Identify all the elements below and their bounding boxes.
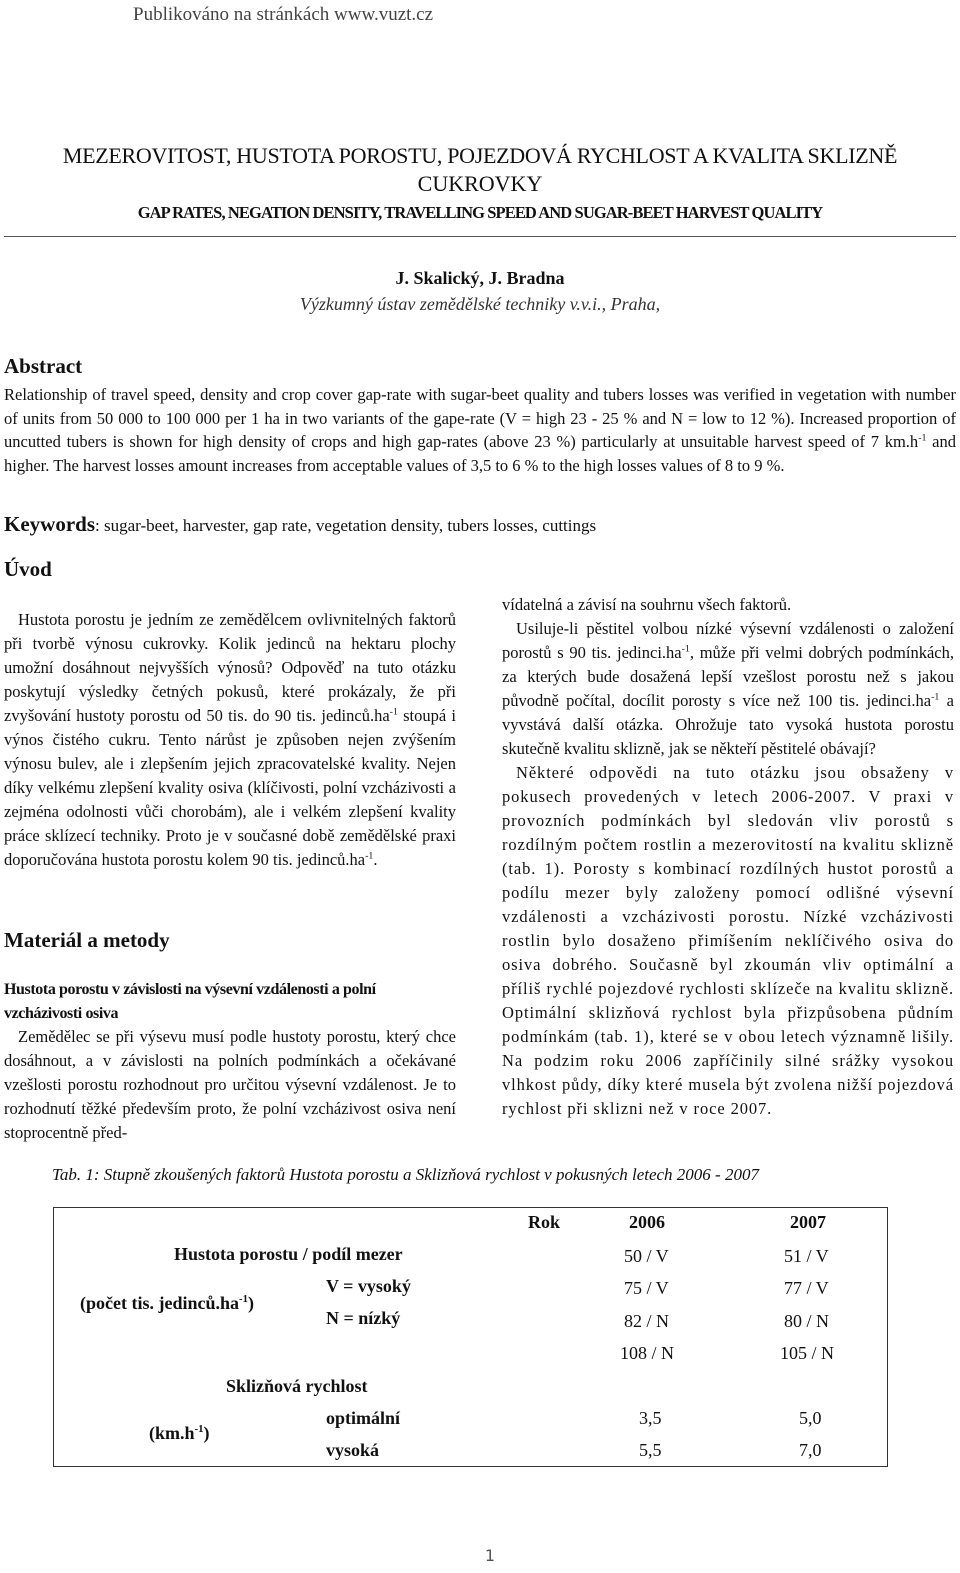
keywords-label: Keywords (4, 512, 95, 536)
materials-heading: Materiál a metody (4, 928, 170, 952)
speed-high-label: vysoká (326, 1440, 380, 1460)
uvod-paragraph: Hustota porostu je jedním ze zemědělcem ovlivnitelných faktorů při tvorbě výnosu cukrovky. Kolik jedinců na hektaru plochy umožní dosáhnout nejvyšších výnosů? Odpověď na tuto otázku poskytují výsledky četných pokusů, které prokázaly, že při zvyšování hustoty porostu od 50 tis. do 90 tis. $jedinců.ha^{-1}$ stoupá i výnos čistého cukru. Tento nárůst je způsoben nejen zvýšením výnosu bulev, ale i zlepšením jejich zpracovatelské kvality. Nejen díky velkému zlepšení kvality osiva (klíčivosti, polní vzcházivosti a zejména odolnosti vůči chorobám), ale i velkém zlepšení kvality práce sklízecí techniky. Proto je v současné době zemědělské praxi doporučována hustota porostu kolem 90 tis. $jedinců.ha^{-1}$. (4, 610, 456, 869)
site-header: Publikováno na stránkách www.vuzt.cz (133, 4, 434, 25)
density-2007-row-4: 105 / N (780, 1343, 834, 1363)
keywords-text: : sugar-beet, harvester, gap rate, vegetation density, tubers losses, cuttings (95, 516, 597, 535)
materials-subheading: Hustota porostu v závislosti na výsevní vzdálenosti a polní vzcházivosti osiva (4, 981, 376, 1022)
right-paragraph-0: vídatelná a závisí na souhrnu všech faktorů. (502, 595, 792, 614)
speed-title: Sklizňová rychlost (226, 1376, 368, 1396)
density-n-label: N = nízký (326, 1308, 401, 1328)
page-number: 1 (484, 1546, 496, 1565)
speed-optimal-2007: 5,0 (799, 1408, 822, 1428)
authors: J. Skalický, J. Bradna (395, 268, 565, 288)
data-table (53, 1207, 888, 1467)
density-2007-row-2: 77 / V (784, 1278, 829, 1298)
density-2007-row-1: 51 / V (784, 1246, 829, 1266)
density-2006-row-2: 75 / V (624, 1278, 669, 1298)
table-year-2006: 2006 (629, 1212, 665, 1232)
density-2007-row-3: 80 / N (784, 1311, 829, 1331)
table-year-2007: 2007 (790, 1212, 826, 1232)
density-2006-row-4: 108 / N (620, 1343, 674, 1363)
table-caption: Tab. 1: Stupně zkoušených faktorů Hustota porostu a Sklizňová rychlost v pokusných letech 2006 - 2007 (52, 1165, 759, 1184)
right-paragraph-1: Usiluje-li pěstitel volbou nízké výsevní vzdálenosti o založení porostů s 90 tis. $jedinci.ha^{-1}$, může při velmi dobrých podmínkách, za kterých bude dosažená lepší vzešlost porostu než s jakou původně počítal, docílit porosty s více než 100 tis. $jedinci.ha^{-1}$ a vyvstává další otázka. Ohrožuje tato vysoká hustota porostu skutečně kvalitu sklizně, jak se někteří pěstitelé obávají? (502, 619, 955, 758)
title-czech-line2: CUKROVKY (417, 171, 543, 196)
keywords (4, 512, 596, 537)
density-2006-row-1: 50 / V (624, 1246, 669, 1266)
speed-optimal-2006: 3,5 (639, 1408, 662, 1428)
abstract-heading: Abstract (4, 354, 83, 378)
right-column-text (502, 593, 954, 1121)
right-paragraph-2: Některé odpovědi na tuto otázku jsou obsaženy v pokusech provedených v letech 2006-2007. V praxi v provozních podmínkách byl sledován vliv porostů s rozdílným počtem rostlin a mezerovitostí na kvalitu sklizně (tab. 1). Porosty s kombinací rozdílných hustot porostů a podílu mezer byly založeny pomocí odlišné výsevní vzdálenosti a vzcházivosti porostu. Nízké vzcházivosti rostlin bylo dosaženo přimíšením neklíčivého osiva do osiva dobrého. Současně byl zkoumán vliv optimální a příliš rychlé pojezdové rychlosti sklízeče na kvalitu sklizně. Optimální sklizňová rychlost byla přizpůsobena půdním podmínkám (tab. 1), které se v obou letech významně lišily. Na podzim roku 2006 zapříčinily silné srážky vysokou vlhkost půdy, díky které musela být zvolena nižší pojezdová rychlost při sklizni než v roce 2007. (502, 763, 954, 1118)
speed-high-2006: 5,5 (639, 1440, 662, 1460)
density-title: Hustota porostu / podíl mezer (174, 1244, 403, 1264)
density-unit: (počet tis. $jedinců.ha^{-1}$) (80, 1293, 254, 1313)
materials-paragraph: Zemědělec se při výsevu musí podle hustoty porostu, který chce dosáhnout, a v závislosti na polních podmínkách a očekávané vzešlosti porostu rozhodnout pro určitou výsevní vzdálenost. Je to rozhodnutí těžké především proto, že polní vzcházivost osiva není stoprocentně před- (4, 1027, 456, 1142)
density-2006-row-3: 82 / N (624, 1311, 669, 1331)
affiliation: Výzkumný ústav zemědělské techniky v.v.i., Praha, (299, 294, 661, 314)
speed-optimal-label: optimální (326, 1408, 401, 1428)
speed-unit: $(km.h^{-1})$ (149, 1423, 210, 1443)
speed-high-2007: 7,0 (799, 1440, 822, 1460)
abstract-text: Relationship of travel speed, density and crop cover gap-rate with sugar-beet quality and tubers losses was verified in vegetation with number of units from 50 000 to 100 000 per 1 ha in two variants of the gape-rate (V = high 23 - 25 % and N = low to 12 %). Increased proportion of uncutted tubers is shown for high density of crops and high gap-rates (above 23 %) particularly at unsuitable harvest speed of 7 $km.h^{-1}$ and higher. The harvest losses amount increases from acceptable values of 3,5 to 6 % to the high losses values of 8 to 9 %. (4, 385, 956, 475)
uvod-heading: Úvod (4, 557, 52, 581)
title-czech-line1: MEZEROVITOST, HUSTOTA POROSTU, POJEZDOVÁ RYCHLOST A KVALITA SKLIZNĚ (62, 143, 898, 168)
table-year-label: Rok (528, 1212, 561, 1232)
title-rule (4, 236, 956, 237)
title-english: GAP RATES, NEGATION DENSITY, TRAVELLING SPEED AND SUGAR-BEET HARVEST QUALITY (137, 203, 823, 222)
density-v-label: V = vysoký (326, 1276, 411, 1296)
